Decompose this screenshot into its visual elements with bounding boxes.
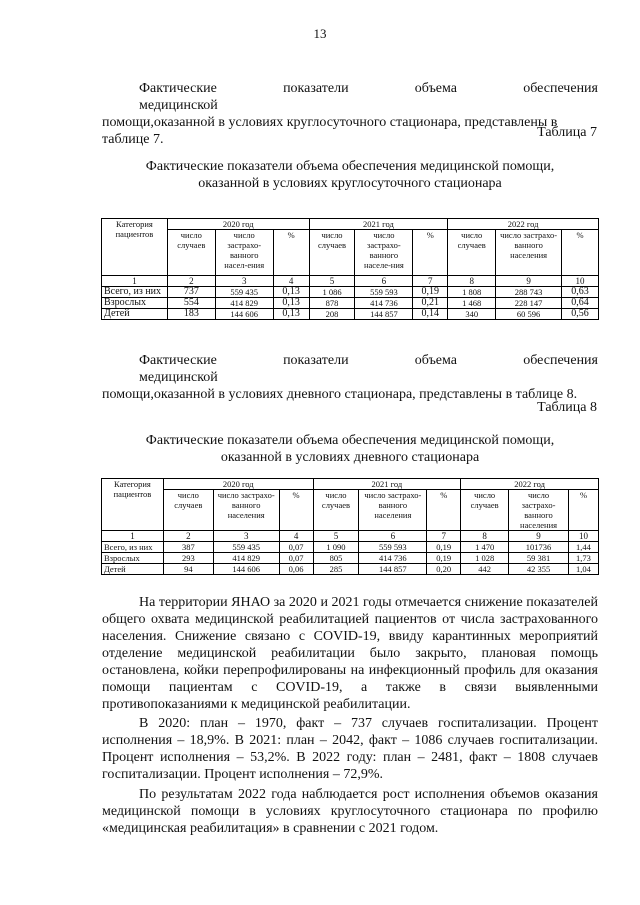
table7-cell: 0,13 bbox=[273, 309, 309, 320]
table7-cell: 0,21 bbox=[413, 298, 448, 309]
table7-title-line2: оказанной в условиях круглосуточного стационара bbox=[198, 176, 502, 191]
table7-cell: 559 593 bbox=[355, 287, 413, 298]
table8-cell: 1,73 bbox=[568, 553, 598, 564]
table7-index-cell: 5 bbox=[309, 276, 355, 287]
table8-cell: 101736 bbox=[509, 542, 569, 553]
table7-sub-insured: число застрахо-ванного населения bbox=[496, 230, 562, 276]
table8-index-cell: 2 bbox=[163, 531, 213, 542]
table8-header-category: Категория пациентов bbox=[102, 479, 164, 531]
table8-index-cell: 4 bbox=[279, 531, 313, 542]
intro-table7 bbox=[102, 80, 598, 148]
table7-cell: 208 bbox=[309, 309, 355, 320]
table8-cell: 559 593 bbox=[359, 542, 427, 553]
table8-cell: 387 bbox=[163, 542, 213, 553]
table7-cell-category: Детей bbox=[102, 309, 168, 320]
page-number: 13 bbox=[313, 26, 327, 41]
table8-cell: 442 bbox=[461, 564, 509, 575]
table8-cell: 0,07 bbox=[279, 553, 313, 564]
table7-index-cell: 3 bbox=[215, 276, 273, 287]
table7-cell: 60 596 bbox=[496, 309, 562, 320]
table7-sub-pct: % bbox=[413, 230, 448, 276]
table7-cell: 183 bbox=[167, 309, 215, 320]
table7-index-cell: 1 bbox=[102, 276, 168, 287]
table8-year-2020: 2020 год bbox=[163, 479, 313, 490]
intro-table7-line1: Фактические показатели объема обеспечения медицинской bbox=[139, 81, 598, 113]
table8-index-cell: 10 bbox=[568, 531, 598, 542]
table8-sub-pct: % bbox=[568, 490, 598, 531]
table8-year-2021: 2021 год bbox=[313, 479, 461, 490]
table8-index-cell: 9 bbox=[509, 531, 569, 542]
intro-table8-line2: помощи,оказанной в условиях дневного стационара, представлены в таблице 8. bbox=[102, 387, 578, 402]
table7-cell: 144 606 bbox=[215, 309, 273, 320]
table7-cell: 1 086 bbox=[309, 287, 355, 298]
table8-row-children bbox=[102, 564, 599, 575]
table8-sub-cases: число случаев bbox=[313, 490, 359, 531]
table8-cell: 1,44 bbox=[568, 542, 598, 553]
table8-index-cell: 7 bbox=[427, 531, 461, 542]
table8-index-cell: 1 bbox=[102, 531, 164, 542]
table7-year-2020: 2020 год bbox=[167, 219, 309, 230]
paragraph-results-2022: По результатам 2022 года наблюдается рост исполнения объемов оказания медицинской помощи в условиях круглосуточного стационара по профилю «медицинская реабилитация» в сравнении с 2021 годом. bbox=[102, 787, 598, 836]
table8-cell: 94 bbox=[163, 564, 213, 575]
table8-sub-insured: число застрахо-ванного населения bbox=[509, 490, 569, 531]
table7-year-2021: 2021 год bbox=[309, 219, 448, 230]
table7-index-cell: 9 bbox=[496, 276, 562, 287]
table8-cell: 0,20 bbox=[427, 564, 461, 575]
intro-table8 bbox=[102, 352, 598, 403]
table8-index-cell: 6 bbox=[359, 531, 427, 542]
table7-index-cell: 6 bbox=[355, 276, 413, 287]
table7 bbox=[101, 218, 599, 320]
table8-cell: 1 028 bbox=[461, 553, 509, 564]
table7-row-total bbox=[102, 287, 599, 298]
table7-cell: 554 bbox=[167, 298, 215, 309]
table8-cell: 1 090 bbox=[313, 542, 359, 553]
table8-title-line1: Фактические показатели объема обеспечения медицинской помощи, bbox=[145, 433, 555, 448]
table7-cell: 0,64 bbox=[562, 298, 599, 309]
table7-title bbox=[102, 158, 598, 192]
table7-cell: 0,14 bbox=[413, 309, 448, 320]
table7-cell: 878 bbox=[309, 298, 355, 309]
table7-cell: 414 736 bbox=[355, 298, 413, 309]
table7-cell: 0,13 bbox=[273, 287, 309, 298]
table7-cell: 144 857 bbox=[355, 309, 413, 320]
table7-label: Таблица 7 bbox=[537, 125, 597, 140]
table8-sub-pct: % bbox=[279, 490, 313, 531]
table8-sub-cases: число случаев bbox=[163, 490, 213, 531]
paragraph-plan-fact: В 2020: план – 1970, факт – 737 случаев госпитализации. Процент исполнения – 18,9%. В 2021: план – 2042, факт – 1086 случаев госпитализации. Процент исполнения – 53,2%. В 2022 году: план – 2481, факт – 1808 случаев госпитализации. Процент исполнения – 72,9%. bbox=[102, 716, 598, 782]
table8-cell: 1 470 bbox=[461, 542, 509, 553]
table7-cell: 559 435 bbox=[215, 287, 273, 298]
table8-cell: 42 355 bbox=[509, 564, 569, 575]
table8-cell: 293 bbox=[163, 553, 213, 564]
table8-cell: 0,07 bbox=[279, 542, 313, 553]
table7-index-cell: 4 bbox=[273, 276, 309, 287]
intro-table7-line2: помощи,оказанной в условиях круглосуточного стационара, представлены в bbox=[102, 115, 558, 130]
table8-index-cell: 8 bbox=[461, 531, 509, 542]
table7-cell: 414 829 bbox=[215, 298, 273, 309]
table7-index-cell: 2 bbox=[167, 276, 215, 287]
table7-cell: 228 147 bbox=[496, 298, 562, 309]
table7-row-children bbox=[102, 309, 599, 320]
table7-cell-category: Взрослых bbox=[102, 298, 168, 309]
table7-index-cell: 10 bbox=[562, 276, 599, 287]
table8-title bbox=[102, 432, 598, 466]
table7-cell: 737 bbox=[167, 287, 215, 298]
table7-sub-cases: число случаев bbox=[448, 230, 496, 276]
table7-index-cell: 8 bbox=[448, 276, 496, 287]
table7-sub-cases: число случаев bbox=[309, 230, 355, 276]
table7-header-category: Категория пациентов bbox=[102, 219, 168, 276]
table8-sub-pct: % bbox=[427, 490, 461, 531]
paragraph-covid-decline: На территории ЯНАО за 2020 и 2021 годы отмечается снижение показателей общего охвата медицинской реабилитацией пациентов от числа застрахованного населения. Снижение связано с COVID-19, ввиду карантинных мероприятий отделение медицинской реабилитации было закрыто, плановая помощь остановлена, койки перепрофилированы на инфекционный профиль для оказания помощи пациентам с COVID-19, а также в связи выявленными противопоказаниями к медицинской реабилитации. bbox=[102, 595, 598, 712]
table8-cell: 0,06 bbox=[279, 564, 313, 575]
table8-year-2022: 2022 год bbox=[461, 479, 599, 490]
table7-cell: 0,19 bbox=[413, 287, 448, 298]
table7-sub-cases: число случаев bbox=[167, 230, 215, 276]
table8-cell-category: Взрослых bbox=[102, 553, 164, 564]
table8-sub-cases: число случаев bbox=[461, 490, 509, 531]
table8-index-row bbox=[102, 531, 599, 542]
table7-index-cell: 7 bbox=[413, 276, 448, 287]
table8-cell: 559 435 bbox=[213, 542, 279, 553]
table7-cell-category: Всего, из них bbox=[102, 287, 168, 298]
table7-cell: 288 743 bbox=[496, 287, 562, 298]
table7-row-adults bbox=[102, 298, 599, 309]
table8-index-cell: 3 bbox=[213, 531, 279, 542]
table8 bbox=[101, 478, 599, 575]
table8-title-line2: оказанной в условиях дневного стационара bbox=[220, 450, 480, 465]
table7-cell: 0,63 bbox=[562, 287, 599, 298]
table7-sub-pct: % bbox=[562, 230, 599, 276]
table8-index-cell: 5 bbox=[313, 531, 359, 542]
table7-cell: 0,56 bbox=[562, 309, 599, 320]
table8-row-total bbox=[102, 542, 599, 553]
table7-title-line1: Фактические показатели объема обеспечения медицинской помощи, bbox=[145, 159, 555, 174]
table7-sub-pct: % bbox=[273, 230, 309, 276]
table7-sub-insured: число застрахо-ванного населе-ния bbox=[355, 230, 413, 276]
table8-cell: 59 381 bbox=[509, 553, 569, 564]
table8-cell: 0,19 bbox=[427, 553, 461, 564]
table7-cell: 1 468 bbox=[448, 298, 496, 309]
table7-cell: 0,13 bbox=[273, 298, 309, 309]
table7-sub-insured: число застрахо-ванного насел-ения bbox=[215, 230, 273, 276]
table8-sub-insured: число застрахо-ванного населения bbox=[359, 490, 427, 531]
table8-cell: 0,19 bbox=[427, 542, 461, 553]
table8-cell-category: Детей bbox=[102, 564, 164, 575]
table8-label: Таблица 8 bbox=[537, 400, 597, 415]
table8-sub-insured: число застрахо-ванного населения bbox=[213, 490, 279, 531]
table8-cell: 285 bbox=[313, 564, 359, 575]
table8-cell: 805 bbox=[313, 553, 359, 564]
table8-cell: 1,04 bbox=[568, 564, 598, 575]
table7-index-row bbox=[102, 276, 599, 287]
table8-cell: 144 606 bbox=[213, 564, 279, 575]
table8-cell-category: Всего, из них bbox=[102, 542, 164, 553]
intro-table7-line3: таблице 7. bbox=[102, 132, 164, 147]
table8-cell: 414 736 bbox=[359, 553, 427, 564]
table7-cell: 1 808 bbox=[448, 287, 496, 298]
intro-table8-line1: Фактические показатели объема обеспечения медицинской bbox=[139, 353, 598, 385]
table7-year-2022: 2022 год bbox=[448, 219, 599, 230]
table7-cell: 340 bbox=[448, 309, 496, 320]
table8-cell: 144 857 bbox=[359, 564, 427, 575]
table8-cell: 414 829 bbox=[213, 553, 279, 564]
table8-row-adults bbox=[102, 553, 599, 564]
